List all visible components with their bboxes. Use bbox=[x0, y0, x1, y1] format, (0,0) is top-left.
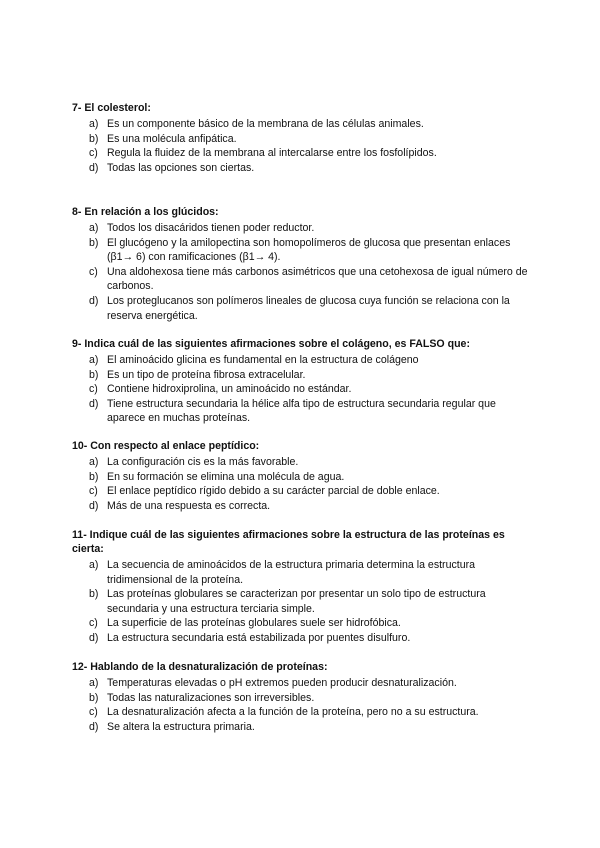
option-text: Es un componente básico de la membrana de las células animales. bbox=[107, 118, 424, 130]
option-list bbox=[72, 558, 532, 646]
option-letter: c) bbox=[89, 383, 98, 396]
option-c bbox=[72, 265, 532, 294]
option-text: Todas las naturalizaciones son irreversibles. bbox=[107, 691, 315, 704]
option-c bbox=[72, 616, 532, 631]
option-b bbox=[72, 470, 532, 485]
option-letter: d) bbox=[89, 720, 99, 733]
option-text: La desnaturalización afecta a la función de la proteína, pero no a su estructura. bbox=[107, 706, 479, 719]
option-text: Una aldohexosa tiene más carbonos asimétricos que una cetohexosa de igual número de carbonos. bbox=[107, 265, 528, 293]
option-a bbox=[72, 558, 532, 587]
option-text: Las proteínas globulares se caracterizan por presentar un solo tipo de estructura secundaria y una estructura terciaria simple. bbox=[107, 588, 486, 615]
option-letter: d) bbox=[89, 499, 99, 512]
option-list bbox=[72, 676, 532, 734]
option-letter: b) bbox=[89, 132, 99, 145]
option-text: Todas las opciones son ciertas. bbox=[107, 161, 255, 174]
option-text: Todos los disacáridos tienen poder reductor. bbox=[107, 222, 315, 234]
option-a bbox=[72, 117, 532, 132]
option-d bbox=[72, 161, 532, 176]
option-text: La estructura secundaria está estabilizada por puentes disulfuro. bbox=[107, 631, 411, 644]
option-c bbox=[72, 146, 532, 161]
question-8 bbox=[72, 205, 532, 323]
option-letter: b) bbox=[89, 588, 99, 601]
option-text: Contiene hidroxiprolina, un aminoácido no estándar. bbox=[107, 383, 352, 396]
option-letter: b) bbox=[89, 236, 99, 249]
option-letter: c) bbox=[89, 706, 98, 719]
question-title: 12- Hablando de la desnaturalización de proteínas: bbox=[72, 661, 328, 673]
option-list bbox=[72, 353, 532, 426]
option-text: El aminoácido glicina es fundamental en la estructura de colágeno bbox=[107, 354, 419, 366]
option-c bbox=[72, 484, 532, 499]
option-letter: d) bbox=[89, 161, 99, 174]
question-9 bbox=[72, 337, 532, 426]
option-letter: a) bbox=[89, 456, 99, 468]
option-text: Es un tipo de proteína fibrosa extracelular. bbox=[107, 368, 306, 381]
option-letter: a) bbox=[89, 354, 99, 366]
option-text: La superficie de las proteínas globulares suele ser hidrofóbica. bbox=[107, 617, 401, 630]
question-title: 9- Indica cuál de las siguientes afirmaciones sobre el colágeno, es FALSO que: bbox=[72, 338, 470, 350]
option-letter: a) bbox=[89, 118, 99, 130]
option-letter: a) bbox=[89, 677, 99, 689]
option-a bbox=[72, 353, 532, 368]
option-d bbox=[72, 397, 532, 426]
option-letter: b) bbox=[89, 470, 99, 483]
option-letter: b) bbox=[89, 368, 99, 381]
option-b bbox=[72, 368, 532, 383]
question-title: 7- El colesterol: bbox=[72, 102, 151, 114]
option-d bbox=[72, 294, 532, 323]
question-10 bbox=[72, 439, 532, 513]
question-12 bbox=[72, 660, 532, 734]
option-a bbox=[72, 221, 532, 236]
option-text: La configuración cis es la más favorable. bbox=[107, 456, 299, 468]
option-list bbox=[72, 117, 532, 175]
option-list bbox=[72, 221, 532, 323]
option-letter: c) bbox=[89, 147, 98, 160]
option-b bbox=[72, 691, 532, 706]
option-letter: c) bbox=[89, 265, 98, 278]
question-title: 8- En relación a los glúcidos: bbox=[72, 206, 219, 218]
option-list bbox=[72, 455, 532, 513]
option-text: Más de una respuesta es correcta. bbox=[107, 499, 271, 512]
option-letter: d) bbox=[89, 631, 99, 644]
question-title: 10- Con respecto al enlace peptídico: bbox=[72, 440, 260, 452]
option-text: Se altera la estructura primaria. bbox=[107, 720, 255, 733]
question-11 bbox=[72, 528, 532, 646]
option-letter: a) bbox=[89, 222, 99, 234]
option-d bbox=[72, 720, 532, 735]
option-d bbox=[72, 499, 532, 514]
option-text: En su formación se elimina una molécula de agua. bbox=[107, 470, 345, 483]
option-c bbox=[72, 705, 532, 720]
option-letter: d) bbox=[89, 294, 99, 307]
option-text: Tiene estructura secundaria la hélice alfa tipo de estructura secundaria regular que aparece en muchas proteínas. bbox=[107, 397, 496, 425]
option-text: Es una molécula anfipática. bbox=[107, 132, 237, 145]
option-letter: b) bbox=[89, 691, 99, 704]
option-text: La secuencia de aminoácidos de la estructura primaria determina la estructura tridimensional de la proteína. bbox=[107, 559, 476, 586]
option-letter: c) bbox=[89, 617, 98, 630]
option-a bbox=[72, 676, 532, 691]
option-text: Temperaturas elevadas o pH extremos pueden producir desnaturalización. bbox=[107, 677, 457, 689]
question-title: 11- Indique cuál de las siguientes afirmaciones sobre la estructura de las proteínas es cierta: bbox=[72, 529, 505, 555]
option-text: El glucógeno y la amilopectina son homopolímeros de glucosa que presentan enlaces (β1→ 6) con ramificaciones (β1→ 4). bbox=[107, 236, 511, 264]
option-letter: a) bbox=[89, 559, 99, 571]
question-7 bbox=[72, 101, 532, 175]
option-text: Los proteglucanos son polímeros lineales de glucosa cuya función se relaciona con la reserva energética. bbox=[107, 294, 510, 322]
option-letter: d) bbox=[89, 397, 99, 410]
option-text: Regula la fluidez de la membrana al intercalarse entre los fosfolípidos. bbox=[107, 147, 437, 160]
option-text: El enlace peptídico rígido debido a su carácter parcial de doble enlace. bbox=[107, 485, 440, 498]
option-b bbox=[72, 587, 532, 616]
option-b bbox=[72, 236, 532, 265]
option-d bbox=[72, 631, 532, 646]
option-a bbox=[72, 455, 532, 470]
option-c bbox=[72, 382, 532, 397]
option-letter: c) bbox=[89, 485, 98, 498]
option-b bbox=[72, 132, 532, 147]
